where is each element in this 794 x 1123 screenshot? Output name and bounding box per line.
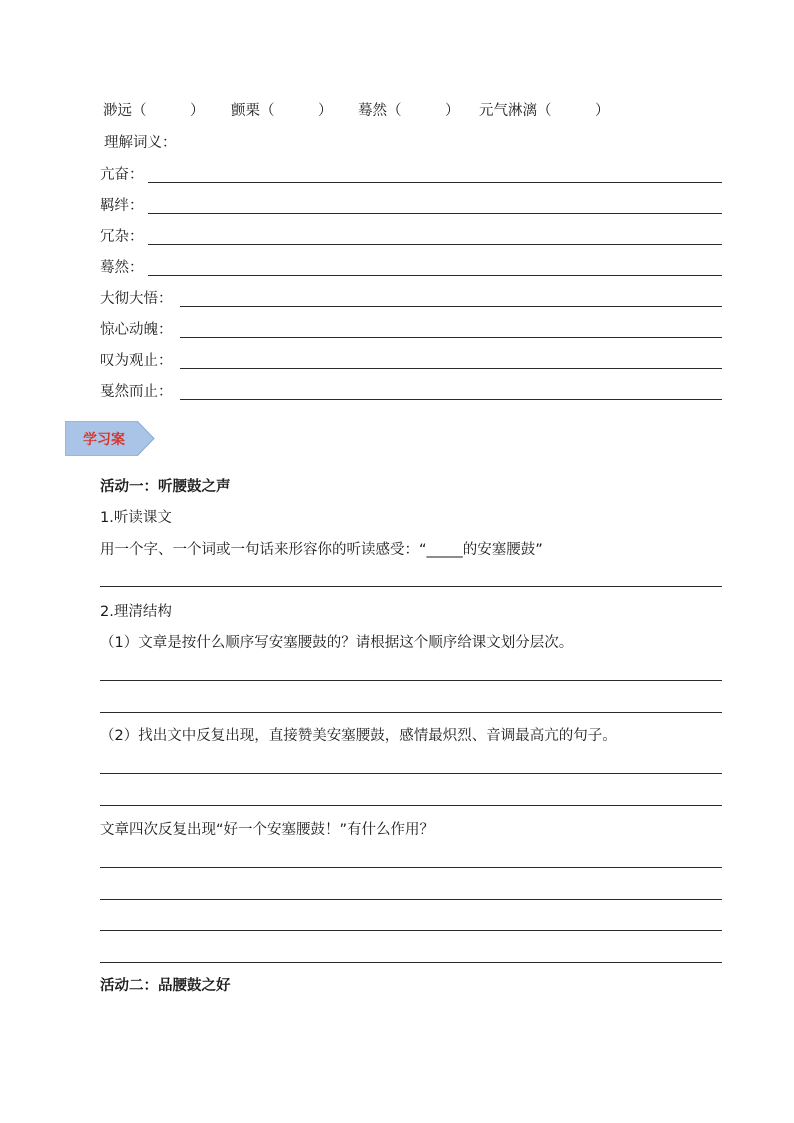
question-2-1: （1）文章是按什么顺序写安塞腰鼓的？请根据这个顺序给课文划分层次。: [100, 635, 574, 651]
vocab-row: [100, 320, 722, 342]
word-blank-1: 渺远（ ）: [103, 103, 205, 119]
vocab-row: [100, 289, 722, 311]
question-1-title: 1.听读课文: [100, 510, 172, 526]
question-3: 文章四次反复出现“好一个安塞腰鼓！”有什么作用？: [100, 822, 435, 838]
answer-line[interactable]: [180, 368, 722, 369]
activity-2-title: 活动二：品腰鼓之好: [100, 978, 231, 994]
vocab-row: [100, 165, 722, 187]
vocab-term: 戛然而止：: [100, 384, 173, 400]
answer-line[interactable]: [148, 213, 722, 214]
vocab-term: 亢奋：: [100, 167, 144, 183]
answer-line[interactable]: [180, 337, 722, 338]
answer-line[interactable]: [148, 182, 722, 183]
vocab-row: [100, 382, 722, 404]
answer-line[interactable]: [100, 586, 722, 587]
section-tag: [65, 421, 155, 456]
word-blank-3: 蓦然（ ）: [358, 103, 460, 119]
activity-1-title: 活动一：听腰鼓之声: [100, 479, 231, 495]
vocab-term: 惊心动魄：: [100, 322, 173, 338]
answer-line[interactable]: [100, 962, 722, 963]
vocab-row: [100, 196, 722, 218]
word-blank-4: 元气淋漓（ ）: [479, 103, 610, 119]
answer-line[interactable]: [100, 773, 722, 774]
answer-line[interactable]: [148, 275, 722, 276]
vocab-term: 大彻大悟：: [100, 291, 173, 307]
vocab-term: 叹为观止：: [100, 353, 173, 369]
answer-line[interactable]: [100, 867, 722, 868]
question-1-prompt: 用一个字、一个词或一句话来形容你的听读感受：“_____的安塞腰鼓”: [100, 542, 543, 558]
question-2-title: 2.理清结构: [100, 604, 172, 620]
vocab-term: 蓦然：: [100, 260, 144, 276]
vocab-row: [100, 351, 722, 373]
vocab-term: 冗杂：: [100, 229, 144, 245]
answer-line[interactable]: [180, 306, 722, 307]
answer-line[interactable]: [100, 712, 722, 713]
answer-line[interactable]: [100, 680, 722, 681]
section-tag-label: 学习案: [83, 431, 125, 448]
answer-line[interactable]: [100, 805, 722, 806]
answer-line[interactable]: [100, 930, 722, 931]
vocab-heading: 理解词义：: [104, 135, 177, 151]
vocab-term: 羁绊：: [100, 198, 144, 214]
question-2-2: （2）找出文中反复出现，直接赞美安塞腰鼓，感情最炽烈、音调最高亢的句子。: [100, 728, 617, 744]
vocab-row: [100, 227, 722, 249]
word-blank-2: 颤栗（ ）: [231, 103, 333, 119]
vocab-row: [100, 258, 722, 280]
answer-line[interactable]: [100, 899, 722, 900]
answer-line[interactable]: [180, 399, 722, 400]
answer-line[interactable]: [148, 244, 722, 245]
